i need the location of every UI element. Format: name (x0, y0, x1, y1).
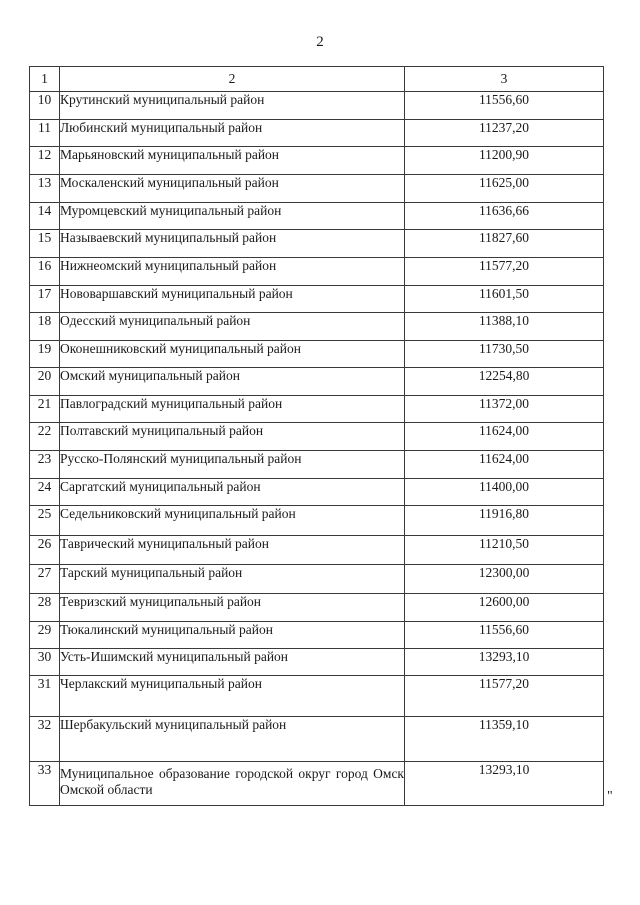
amount-value: 12300,00 (405, 565, 604, 594)
municipality-name: Русско-Полянский муниципальный район (60, 451, 405, 479)
row-number: 33 (30, 762, 60, 806)
municipality-name: Муромцевский муниципальный район (60, 203, 405, 230)
table-row (30, 479, 604, 506)
municipality-name: Омский муниципальный район (60, 368, 405, 396)
table-row (30, 203, 604, 230)
municipality-name: Нижнеомский муниципальный район (60, 258, 405, 286)
municipality-name: Нововаршавский муниципальный район (60, 286, 405, 313)
row-number: 27 (30, 565, 60, 594)
amount-value: 11827,60 (405, 230, 604, 258)
row-number: 11 (30, 120, 60, 147)
amount-value: 11388,10 (405, 313, 604, 341)
table-row (30, 762, 604, 806)
table-row (30, 676, 604, 717)
municipality-name: Саргатский муниципальный район (60, 479, 405, 506)
table-row (30, 565, 604, 594)
table-row (30, 717, 604, 762)
municipality-name: Павлоградский муниципальный район (60, 396, 405, 423)
row-number: 22 (30, 423, 60, 451)
amount-value: 11400,00 (405, 479, 604, 506)
row-number: 29 (30, 622, 60, 649)
row-number: 10 (30, 92, 60, 120)
row-number: 17 (30, 286, 60, 313)
amount-value: 11210,50 (405, 536, 604, 565)
municipality-name: Седельниковский муниципальный район (60, 506, 405, 536)
table-row (30, 536, 604, 565)
table-row (30, 313, 604, 341)
amount-value: 13293,10 (405, 649, 604, 676)
amount-value: 11730,50 (405, 341, 604, 368)
amount-value: 12600,00 (405, 594, 604, 622)
row-number: 28 (30, 594, 60, 622)
municipality-name: Крутинский муниципальный район (60, 92, 405, 120)
row-number: 13 (30, 175, 60, 203)
row-number: 16 (30, 258, 60, 286)
municipality-name: Тюкалинский муниципальный район (60, 622, 405, 649)
row-number: 21 (30, 396, 60, 423)
municipality-name: Черлакский муниципальный район (60, 676, 405, 717)
municipality-name: Шербакульский муниципальный район (60, 717, 405, 762)
municipality-name: Тарский муниципальный район (60, 565, 405, 594)
amount-value: 11624,00 (405, 423, 604, 451)
municipality-name: Полтавский муниципальный район (60, 423, 405, 451)
municipality-name: Москаленский муниципальный район (60, 175, 405, 203)
closing-quote-mark: " (607, 789, 613, 804)
municipality-name: Одесский муниципальный район (60, 313, 405, 341)
amount-value: 11636,66 (405, 203, 604, 230)
table-row (30, 341, 604, 368)
amount-value: 11624,00 (405, 451, 604, 479)
municipality-name: Называевский муниципальный район (60, 230, 405, 258)
amount-value: 11577,20 (405, 676, 604, 717)
column-header-value: 3 (405, 67, 604, 92)
row-number: 14 (30, 203, 60, 230)
amount-value: 11200,90 (405, 147, 604, 175)
row-number: 12 (30, 147, 60, 175)
table-row (30, 649, 604, 676)
table-row (30, 230, 604, 258)
amount-value: 12254,80 (405, 368, 604, 396)
column-header-number: 1 (30, 67, 60, 92)
table-row (30, 423, 604, 451)
row-number: 18 (30, 313, 60, 341)
table-row (30, 92, 604, 120)
amount-value: 11556,60 (405, 622, 604, 649)
row-number: 24 (30, 479, 60, 506)
row-number: 32 (30, 717, 60, 762)
table-row (30, 622, 604, 649)
row-number: 25 (30, 506, 60, 536)
table-row (30, 594, 604, 622)
municipality-name: Оконешниковский муниципальный район (60, 341, 405, 368)
table-row (30, 506, 604, 536)
header-row (30, 67, 604, 92)
table-row (30, 120, 604, 147)
row-number: 23 (30, 451, 60, 479)
table-row (30, 258, 604, 286)
table-row (30, 368, 604, 396)
table-row (30, 286, 604, 313)
amount-value: 11372,00 (405, 396, 604, 423)
municipality-name: Тевризский муниципальный район (60, 594, 405, 622)
table-row (30, 147, 604, 175)
row-number: 30 (30, 649, 60, 676)
amount-value: 11916,80 (405, 506, 604, 536)
amount-value: 11625,00 (405, 175, 604, 203)
table-row (30, 451, 604, 479)
amount-value: 11556,60 (405, 92, 604, 120)
row-number: 19 (30, 341, 60, 368)
municipality-name: Усть-Ишимский муниципальный район (60, 649, 405, 676)
row-number: 20 (30, 368, 60, 396)
row-number: 26 (30, 536, 60, 565)
table-row (30, 175, 604, 203)
amount-value: 11601,50 (405, 286, 604, 313)
allocation-table (29, 66, 604, 806)
municipality-name: Любинский муниципальный район (60, 120, 405, 147)
row-number: 31 (30, 676, 60, 717)
municipality-name: Муниципальное образование городской округ город Омск Омской области (60, 762, 405, 806)
column-header-name: 2 (60, 67, 405, 92)
municipality-name: Марьяновский муниципальный район (60, 147, 405, 175)
table-row (30, 396, 604, 423)
page-number: 2 (316, 34, 324, 50)
row-number: 15 (30, 230, 60, 258)
amount-value: 11577,20 (405, 258, 604, 286)
amount-value: 11359,10 (405, 717, 604, 762)
amount-value: 11237,20 (405, 120, 604, 147)
municipality-name: Таврический муниципальный район (60, 536, 405, 565)
amount-value: 13293,10 (405, 762, 604, 806)
